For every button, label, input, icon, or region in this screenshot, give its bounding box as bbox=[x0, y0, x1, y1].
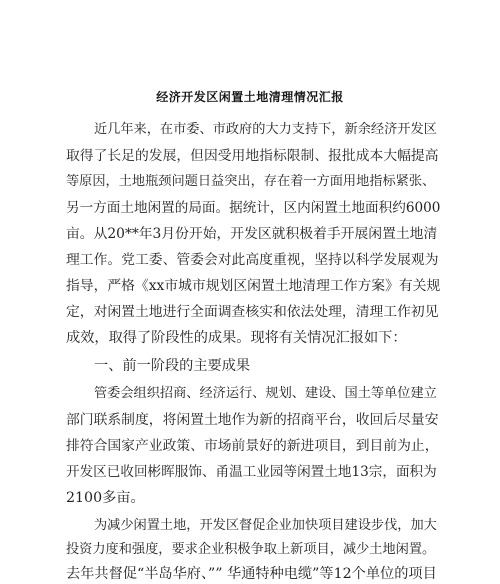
section-para1-line-1: 管委会组织招商、经济运行、规划、建设、国土等单位建立 bbox=[94, 386, 437, 401]
section-para1-line-4: 开发区已收回彬晖服饰、甬温工业园等闲置土地13宗，面积为 bbox=[66, 464, 437, 480]
section-para2-line-2: 投资力度和强度，要求企业积极争取上新项目，减少土地闲置。 bbox=[66, 542, 436, 557]
intro-line-8: 定，对闲置土地进行全面调查核实和依法处理，清理工作初见 bbox=[66, 304, 439, 320]
section-para2-line-3: 去年共督促“半岛华府、”” 华通特种电缆”等12个单位的项目 bbox=[66, 566, 437, 582]
section-para1-line-5: 2100多亩。 bbox=[66, 490, 145, 506]
intro-line-7: 指导，严格《xx市城市规划区闲置土地清理工作方案》有关规 bbox=[66, 278, 441, 294]
intro-line-9: 成效，取得了阶段性的成果。现将有关情况汇报如下： bbox=[66, 330, 407, 346]
intro-line-6: 理工作。党工委、管委会对此高度重视，坚持以科学发展观为 bbox=[66, 252, 439, 268]
section-para1-line-3: 排符合国家产业政策、市场前景好的新进项目，到目前为止， bbox=[66, 438, 439, 454]
intro-line-4: 另一方面土地闲置的局面。据统计，区内闲置土地面积约6000 bbox=[66, 200, 441, 216]
intro-line-3: 等原因，土地瓶颈问题日益突出，存在着一方面用地指标紧张、 bbox=[66, 174, 436, 189]
section-heading: 一、前一阶段的主要成果 bbox=[94, 358, 251, 374]
intro-line-5: 亩。从20**年3月份开始，开发区就积极着手开展闲置土地清 bbox=[66, 226, 438, 242]
intro-line-2: 取得了长足的发展，但因受用地指标限制、报批成本大幅提高 bbox=[66, 148, 439, 164]
document-title: 经济开发区闲置土地清理情况汇报 bbox=[156, 90, 344, 104]
section-para1-line-2: 部门联系制度，将闲置土地作为新的招商平台，收回后尽量安 bbox=[66, 412, 439, 428]
intro-line-1: 近几年来，在市委、市政府的大力支持下，新余经济开发区 bbox=[94, 122, 437, 137]
section-para2-line-1: 为减少闲置土地，开发区督促企业加快项目建设步伐，加大 bbox=[94, 518, 437, 533]
